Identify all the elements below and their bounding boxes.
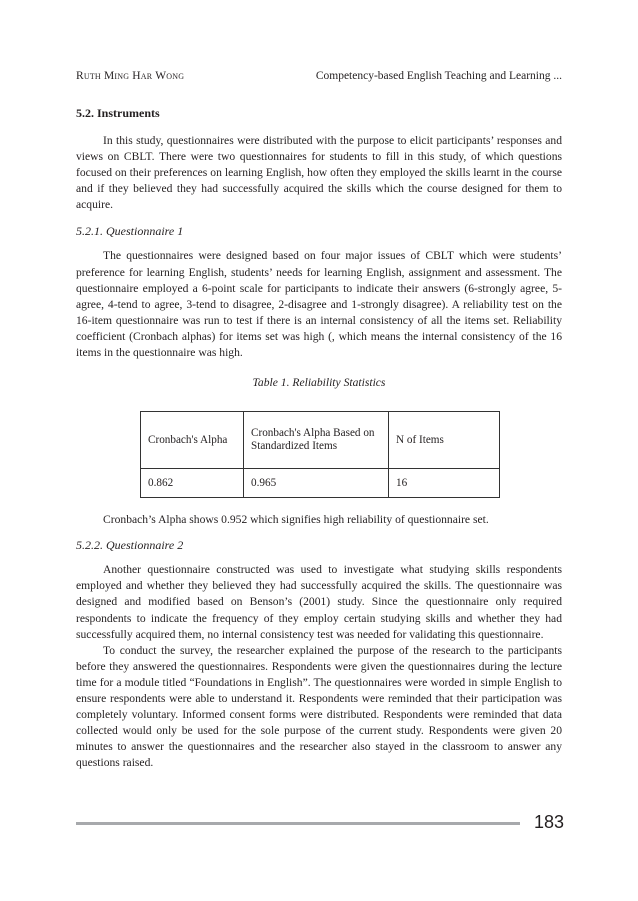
paragraph-questionnaire-1: The questionnaires were designed based on four major issues of CBLT which were students’ preference for learning English, students’ needs for learning English, assignment and assessment. The questionnaire employed a 6-point scale for participants to indicate their answers (6-strongly agree, 5-agree, 4-tend to agree, 3-tend to disagree, 2-disagree and 1-strongly disagree). A reliability test on the 16-item questionnaire was run to test if there is an internal consistency of all the items set. Reliability coefficient (Cronbach alphas) for items set was high (, which means the internal consistency of the 16 items in the questionnaire was high. xyxy=(76,249,562,360)
table-cell: 0.965 xyxy=(244,469,389,498)
table-caption: Table 1. Reliability Statistics xyxy=(252,376,386,390)
subsection-heading-questionnaire-2: 5.2.2. Questionnaire 2 xyxy=(76,538,184,553)
header-author: Ruth Ming Har Wong xyxy=(76,70,185,82)
table-cell: 0.862 xyxy=(141,469,244,498)
section-heading-instruments: 5.2. Instruments xyxy=(76,106,160,120)
page-body xyxy=(76,104,562,771)
page-number: 183 xyxy=(533,812,564,832)
table-header-cell: Cronbach's Alpha xyxy=(141,412,244,469)
header-running-title: Competency-based English Teaching and Learning ... xyxy=(315,70,562,82)
table-cell: 16 xyxy=(389,469,500,498)
running-header xyxy=(76,70,562,86)
paragraph-questionnaire-2-a: Another questionnaire constructed was used to investigate what studying skills respondents employed and whether they believed they had successfully acquired the skills. The questionnaire was designed and modified based on Benson’s (2001) study. Since the questionnaire only required respondents to indicate the frequency of they employ certain studying skills and whether they had successfully acquired them, no internal consistency test was needed for validating this questionnaire. xyxy=(76,563,562,641)
table-row xyxy=(141,469,500,498)
footer-divider xyxy=(76,822,520,825)
paragraph-questionnaire-2-b: To conduct the survey, the researcher explained the purpose of the research to the participants before they answered the questionnaires. Respondents were given the questionnaires during the lecture time for a module titled “Foundations in English”. The questionnaires were worded in simple English to ensure respondents were able to understand it. Respondents were reminded that their participation was completely voluntary. Informed consent forms were distributed. Respondents were reminded that data collected would only be used for the sole purpose of the current study. Respondents were given 20 minutes to answer the questionnaires and the researcher also stayed in the classroom to answer any questions raised. xyxy=(76,643,562,770)
reliability-statistics-table xyxy=(140,411,500,498)
table-header-cell: N of Items xyxy=(389,412,500,469)
paragraph-after-table: Cronbach’s Alpha shows 0.952 which signifies high reliability of questionnaire set. xyxy=(103,513,489,527)
table-header-cell: Cronbach's Alpha Based on Standardized Items xyxy=(244,412,389,469)
subsection-heading-questionnaire-1: 5.2.1. Questionnaire 1 xyxy=(76,224,184,239)
table-header-row xyxy=(141,412,500,469)
paragraph-instruments: In this study, questionnaires were distributed with the purpose to elicit participants’ responses and views on CBLT. There were two questionnaires for students to fill in this study, of which questions focused on their preferences on learning English, how often they employed the skills learnt in the course and if they believed they had successfully acquired the skills which the course designed for them to acquire. xyxy=(76,134,562,212)
